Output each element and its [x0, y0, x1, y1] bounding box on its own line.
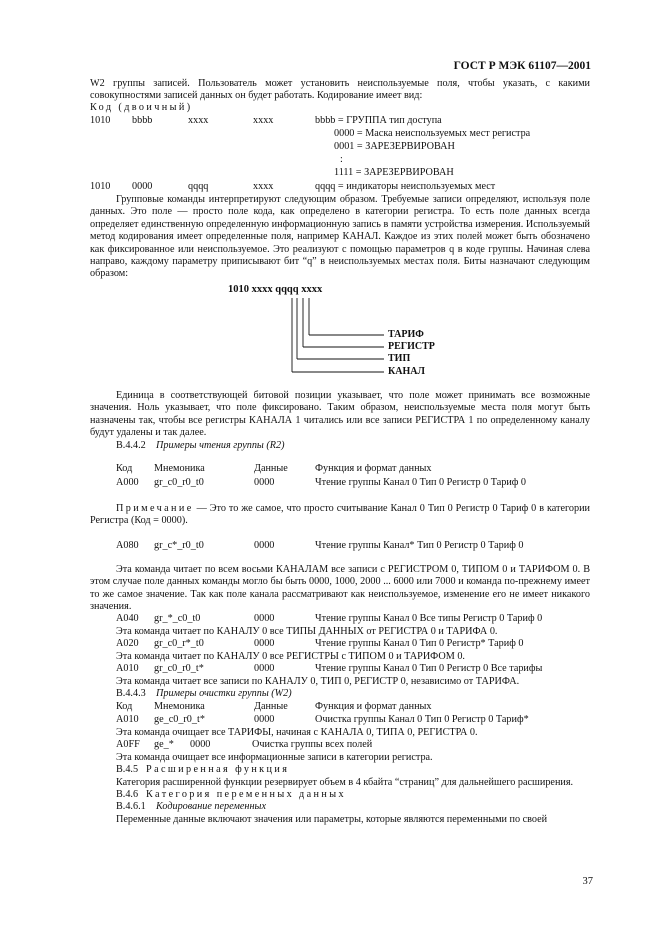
bit-field-diagram	[228, 284, 435, 384]
code-cell: 0000	[132, 181, 153, 192]
section-title: Примеры чтения группы (R2)	[156, 440, 285, 451]
label-type: ТИП	[388, 353, 411, 364]
cell: gr_c0_r0_t*	[154, 663, 204, 674]
cell: gr_c0_r*_t0	[154, 638, 204, 649]
page-header: ГОСТ Р МЭК 61107—2001	[453, 60, 591, 72]
section-number: В.4.6	[116, 789, 139, 800]
code-heading: Код (двоичный)	[90, 102, 193, 113]
note-label: Примечание	[116, 503, 194, 514]
column-header: Код	[116, 701, 133, 712]
cell: А040	[116, 613, 139, 624]
diagram-code: 1010 xxxx qqqq xxxx	[228, 284, 323, 295]
cell: ge_c0_r0_t*	[154, 714, 205, 725]
cell: 0000	[254, 663, 275, 674]
code-cell: 0001 = ЗАРЕЗЕРВИРОВАН	[334, 141, 455, 152]
cell: Чтение группы Канал 0 Все типы Регистр 0 Тариф 0	[315, 613, 543, 624]
description: Эта команда читает все записи по КАНАЛУ 0, ТИП 0, РЕГИСТР 0, независимо от ТАРИФА.	[116, 676, 520, 687]
cell: А080	[116, 540, 139, 551]
code-cell: 0000 = Маска неиспользуемых мест регистра	[334, 128, 531, 139]
column-header: Функция и формат данных	[315, 701, 432, 712]
cell: Очистка группы всех полей	[252, 739, 373, 750]
cell: ge_*	[154, 739, 174, 750]
description: Переменные данные включают значения или параметры, которые являются переменными по своей	[116, 814, 548, 825]
label-register: РЕГИСТР	[388, 341, 435, 352]
cell: А010	[116, 714, 139, 725]
code-cell: bbbb = ГРУППА тип доступа	[315, 115, 442, 126]
cell: 0000	[254, 638, 275, 649]
column-header: Данные	[254, 701, 288, 712]
code-cell: qqqq	[188, 181, 209, 192]
label-tariff: ТАРИФ	[388, 329, 424, 340]
section-number: В.4.5	[116, 764, 139, 775]
cell: 0000	[254, 540, 275, 551]
cell: 0000	[190, 739, 211, 750]
cell: А010	[116, 663, 139, 674]
note-text: — Это то же самое, что просто считывание Канал 0 Тип 0 Регистр 0 Тариф 0 в категории Регистра (Код = 0000).	[90, 503, 590, 527]
code-cell: 1010	[90, 181, 111, 192]
column-header: Мнемоника	[154, 463, 205, 474]
cell: 0000	[254, 477, 275, 488]
cell: gr_c0_r0_t0	[154, 477, 204, 488]
cell: Очистка группы Канал 0 Тип 0 Регистр 0 Тариф*	[315, 714, 529, 725]
cell: 0000	[254, 714, 275, 725]
column-header: Код	[116, 463, 133, 474]
paragraph-bit-meaning: Единица в соответствующей битовой позиции указывает, что поле может принимать все возможные значения. Ноль указывает, что поле фиксировано. Таким образом, неиспользуемые места поля могут быть назначены так, чтобы все регистры КАНАЛА 1 читались или все записи РЕГИСТРА 1 по определенному каналу будут удалены и так далее.	[90, 390, 590, 439]
column-header: Функция и формат данных	[315, 463, 432, 474]
column-header: Мнемоника	[154, 701, 205, 712]
cell: А000	[116, 477, 139, 488]
column-header: Данные	[254, 463, 288, 474]
code-cell: xxxx	[188, 115, 209, 126]
code-cell: 1010	[90, 115, 111, 126]
description: Эта команда читает по КАНАЛУ 0 все ТИПЫ ДАННЫХ от РЕГИСТРА 0 и ТАРИФА 0.	[116, 626, 498, 637]
section-title: Примеры очистки группы (W2)	[156, 688, 292, 699]
description: Категория расширенной функции резервирует объем в 4 кбайта “страниц” для дальнейшего расширения.	[116, 777, 574, 788]
description: Эта команда читает по КАНАЛУ 0 все РЕГИСТРЫ с ТИПОМ 0 и ТАРИФОМ 0.	[116, 651, 465, 662]
cell: 0000	[254, 613, 275, 624]
cell: Чтение группы Канал* Тип 0 Регистр 0 Тариф 0	[315, 540, 524, 551]
section-title: Категория переменных данных	[146, 789, 346, 800]
section-number: В.4.6.1	[116, 801, 146, 812]
paragraph-group-commands: Групповые команды интерпретируют следующим образом. Требуемые записи определяют, используя поле данных. Это поле — просто поле кода, как определено в категории регистра. То есть поле данных всегда определяет единственную определенную информационную запись в памяти устройства измерения. Используемый метод кодирования имеет определенные поля, например КАНАЛ. Каждое из этих полей может быть обозначено как фиксированное или неиспользуемое. Это реализуют с помощью параметров q в коде группы. Начиная слева направо, каждому параметру приписывают бит “q” в неиспользуемых местах поля. Биты назначают следующим образом:	[90, 194, 590, 280]
code-cell: xxxx	[253, 181, 274, 192]
cell: gr_*_c0_t0	[154, 613, 201, 624]
section-number: В.4.4.2	[116, 440, 146, 451]
code-cell: 1111 = ЗАРЕЗЕРВИРОВАН	[334, 167, 454, 178]
label-channel: КАНАЛ	[388, 366, 425, 377]
page-number: 37	[582, 876, 593, 887]
cell: А0FF	[116, 739, 140, 750]
description: Эта команда очищает все информационные записи в категории регистра.	[116, 752, 433, 763]
cell: Чтение группы Канал 0 Тип 0 Регистр 0 Все тарифы	[315, 663, 543, 674]
section-title: Расширенная функция	[146, 764, 290, 775]
paragraph-a080: Эта команда читает по всем восьми КАНАЛАМ все записи с РЕГИСТРОМ 0, ТИПОМ 0 и ТАРИФОМ 0. В этом случае поле данных команды могло бы быть 0000, 1000, 2000 ... 6000 или 7000 и команда по-прежнему имеет то же самое значение. Так как поле канала рассматривают как неиспользуемое, изменение его не имеет никакого значения.	[90, 564, 590, 613]
code-cell: xxxx	[253, 115, 274, 126]
section-title: Кодирование переменных	[156, 801, 266, 812]
cell: Чтение группы Канал 0 Тип 0 Регистр 0 Тариф 0	[315, 477, 527, 488]
cell: gr_c*_r0_t0	[154, 540, 204, 551]
code-cell: qqqq = индикаторы неиспользуемых мест	[315, 181, 496, 192]
cell: Чтение группы Канал 0 Тип 0 Регистр* Тариф 0	[315, 638, 524, 649]
code-cell: :	[340, 154, 343, 165]
note	[90, 503, 590, 528]
code-cell: bbbb	[132, 115, 153, 126]
description: Эта команда очищает все ТАРИФЫ, начиная с КАНАЛА 0, ТИПА 0, РЕГИСТРА 0.	[116, 727, 478, 738]
paragraph-intro: W2 группы записей. Пользователь может установить неиспользуемые поля, чтобы указать, с какими совокупностями записей данных он будет работать. Кодирование имеет вид:	[90, 78, 590, 102]
cell: А020	[116, 638, 139, 649]
section-number: В.4.4.3	[116, 688, 146, 699]
